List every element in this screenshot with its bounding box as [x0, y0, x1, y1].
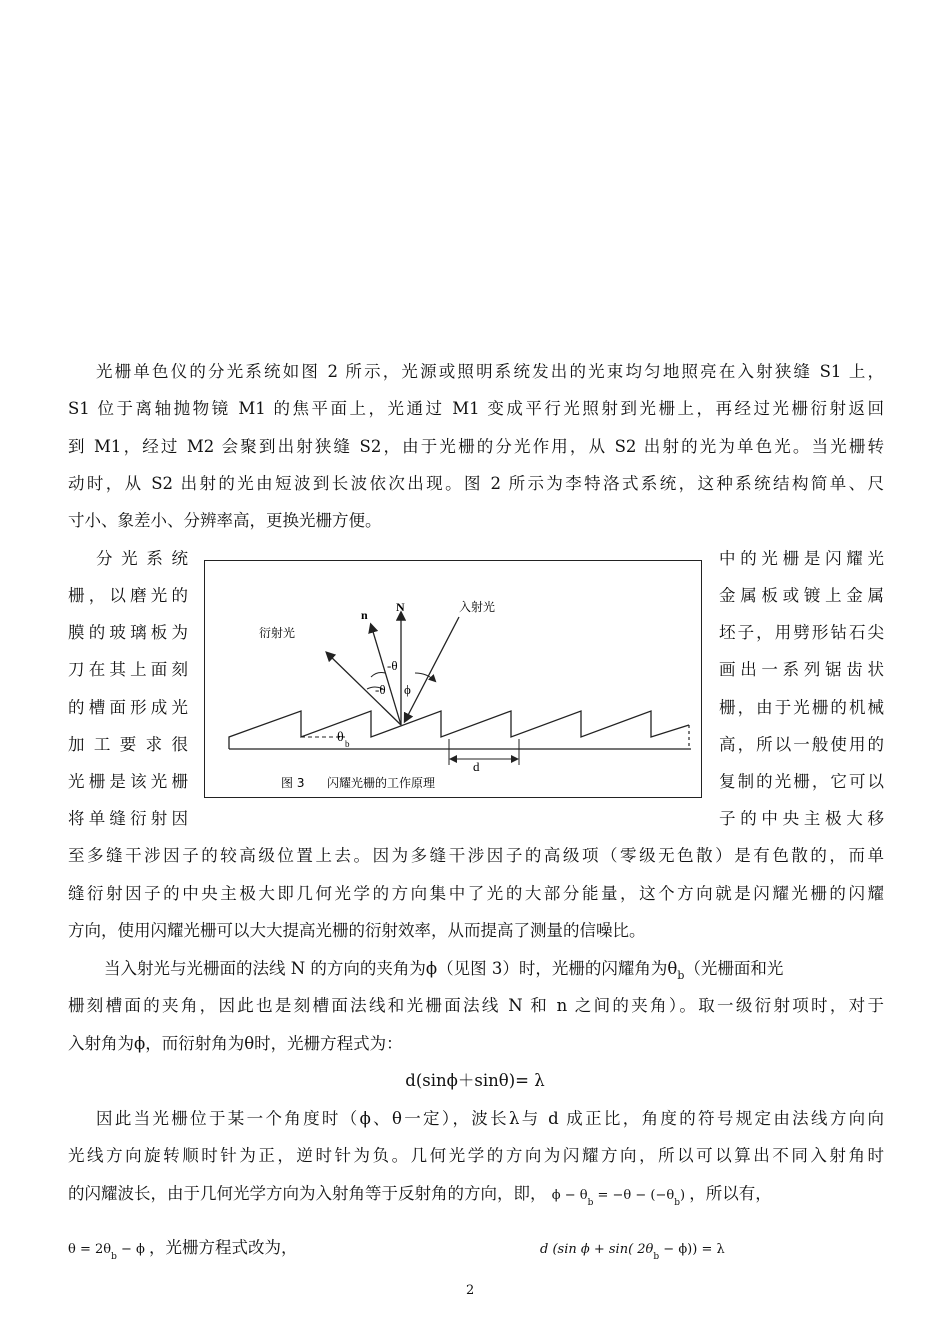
- paragraph4-line1: 因此当光栅位于某一个角度时（ϕ、θ一定），波长λ与 d 成正比，角度的符号规定由法线方向向: [96, 1109, 884, 1128]
- paragraph2-line3: 方向，使用闪耀光栅可以大大提高光栅的衍射效率，从而提高了测量的信噪比。: [68, 921, 646, 940]
- paragraph2-line2: 缝衍射因子的中央主极大即几何光学的方向集中了光的大部分能量，这个方向就是闪耀光栅的闪耀: [68, 884, 884, 903]
- paragraph1-line4: 动时，从 S2 出射的光由短波到长波依次出现。图 2 所示为李特洛式系统，这种系统结构简单、尺: [68, 474, 884, 493]
- paragraph1-line5: 寸小、象差小、分辨率高，更换光栅方便。: [68, 511, 382, 530]
- eq3-part-b: − ϕ)) = λ: [659, 1242, 725, 1257]
- paragraph4-line3-text: 的闪耀波长，由于几何光学方向为入射角等于反射角的方向，即，: [68, 1184, 547, 1203]
- paragraph3-line1: [104, 959, 884, 981]
- eq2-part-b: − ϕ: [116, 1242, 145, 1257]
- inline-eq-sub-b: b: [674, 1198, 680, 1208]
- label-diffracted-light: 衍射光: [259, 626, 296, 640]
- sawtooth-grooves: [229, 711, 689, 749]
- figure-caption-number: 图 3: [281, 776, 305, 790]
- paragraph4-line3: [68, 1184, 772, 1207]
- inline-blaze-equation: [551, 1188, 689, 1208]
- paragraph3-line2: 栅刻槽面的夹角，因此也是刻槽面法线和光栅面法线 N 和 n 之间的夹角）。取一级衍射项时，对于: [68, 996, 884, 1015]
- wrap-right-3: 坯子，用劈形钻石尖: [719, 623, 884, 642]
- wrap-right-1: 中的光栅是闪耀光: [719, 549, 884, 568]
- grating-equation: d(sinϕ＋sinθ)= λ: [405, 1071, 545, 1090]
- blazed-grating-diagram: [205, 561, 703, 799]
- eq2-part-a: θ = 2θ: [68, 1242, 112, 1257]
- modified-grating-equation: [540, 1238, 725, 1261]
- wrap-left-2: 栅，以磨光的: [68, 586, 188, 605]
- wrap-left-5: 的槽面形成光: [68, 698, 188, 717]
- wrap-left-3: 膜的玻璃板为: [68, 623, 188, 642]
- figure-3: [204, 560, 702, 798]
- label-theta-b-subscript: b: [345, 739, 350, 749]
- wrap-left-4: 刀在其上面刻: [68, 660, 188, 679]
- wrap-left-6: 加 工 要 求 很: [68, 735, 188, 754]
- paragraph3-line3: 入射角为ϕ，而衍射角为θ时，光栅方程式为：: [68, 1034, 403, 1053]
- label-n: n: [361, 608, 368, 622]
- wrap-right-5: 栅，由于光栅的机械: [719, 698, 884, 717]
- label-neg-theta-upper: -θ: [387, 658, 398, 673]
- eq3-subscript: b: [653, 1252, 660, 1262]
- theta-relation-line: [68, 1238, 298, 1261]
- grating-equation-intro-text: ，光栅方程式改为，: [149, 1238, 298, 1257]
- angle-arc-neg-theta-1: [371, 673, 385, 678]
- paragraph3-line1-tail: （光栅面和光: [684, 959, 784, 978]
- figure-caption-text: 闪耀光栅的工作原理: [327, 776, 436, 790]
- label-phi: ϕ: [404, 682, 411, 697]
- wrap-left-8: 将单缝衍射因: [68, 809, 188, 828]
- wrap-right-2: 金属板或镀上金属: [719, 586, 884, 605]
- wrap-right-8: 子的中央主极大移: [719, 809, 884, 828]
- label-incident-light: 入射光: [459, 600, 496, 614]
- eq3-part-a: d (sin ϕ + sin( 2θ: [540, 1242, 654, 1257]
- wrap-right-7: 复制的光栅，它可以: [719, 772, 884, 791]
- wrap-left-7: 光栅是该光栅: [68, 772, 188, 791]
- paragraph1-line2: S1 位于离轴抛物镜 M1 的焦平面上，光通过 M1 变成平行光照射到光栅上，再经过光栅衍射返回: [68, 399, 884, 418]
- wrap-right-4: 画出一系列锯齿状: [719, 660, 884, 679]
- paragraph4-line2: 光线方向旋转顺时针为正，逆时针为负。几何光学的方向为闪耀方向，所以可以算出不同入射角时: [68, 1146, 884, 1165]
- inline-eq-part-b: = −θ − (−θ: [593, 1188, 675, 1203]
- theta-relation-equation: [68, 1242, 149, 1262]
- label-N: N: [396, 600, 405, 614]
- paragraph1-line1: 光栅单色仪的分光系统如图 2 所示，光源或照明系统发出的光束均匀地照亮在入射狭缝 S1 上，: [96, 362, 884, 381]
- label-neg-theta-lower: -θ: [375, 682, 386, 697]
- page-number: 2: [466, 1283, 475, 1298]
- inline-eq-part-c: ): [679, 1188, 686, 1203]
- inline-eq-sub-a: b: [587, 1198, 594, 1208]
- paragraph3-line1-text: 当入射光与光栅面的法线 N 的方向的夹角为ϕ（见图 3）时，光栅的闪耀角为θ: [104, 959, 678, 978]
- inline-eq-part-a: ϕ − θ: [551, 1188, 588, 1203]
- eq2-subscript: b: [111, 1252, 117, 1262]
- paragraph4-line3-tail: ，所以有，: [689, 1184, 772, 1203]
- theta-b-subscript: b: [677, 969, 685, 982]
- label-theta-b: θ: [337, 730, 344, 745]
- paragraph1-line3: 到 M1，经过 M2 会聚到出射狭缝 S2，由于光栅的分光作用，从 S2 出射的光为单色光。当光栅转: [68, 437, 884, 456]
- label-d: d: [473, 759, 480, 774]
- wrap-left-1: 分 光 系 统: [96, 549, 188, 568]
- paragraph2-line1: 至多缝干涉因子的较高级位置上去。因为多缝干涉因子的高级项（零级无色散）是有色散的，而单: [68, 846, 884, 865]
- wrap-right-6: 高，所以一般使用的: [719, 735, 884, 754]
- angle-arc-phi: [415, 673, 435, 681]
- incident-ray: [405, 617, 459, 721]
